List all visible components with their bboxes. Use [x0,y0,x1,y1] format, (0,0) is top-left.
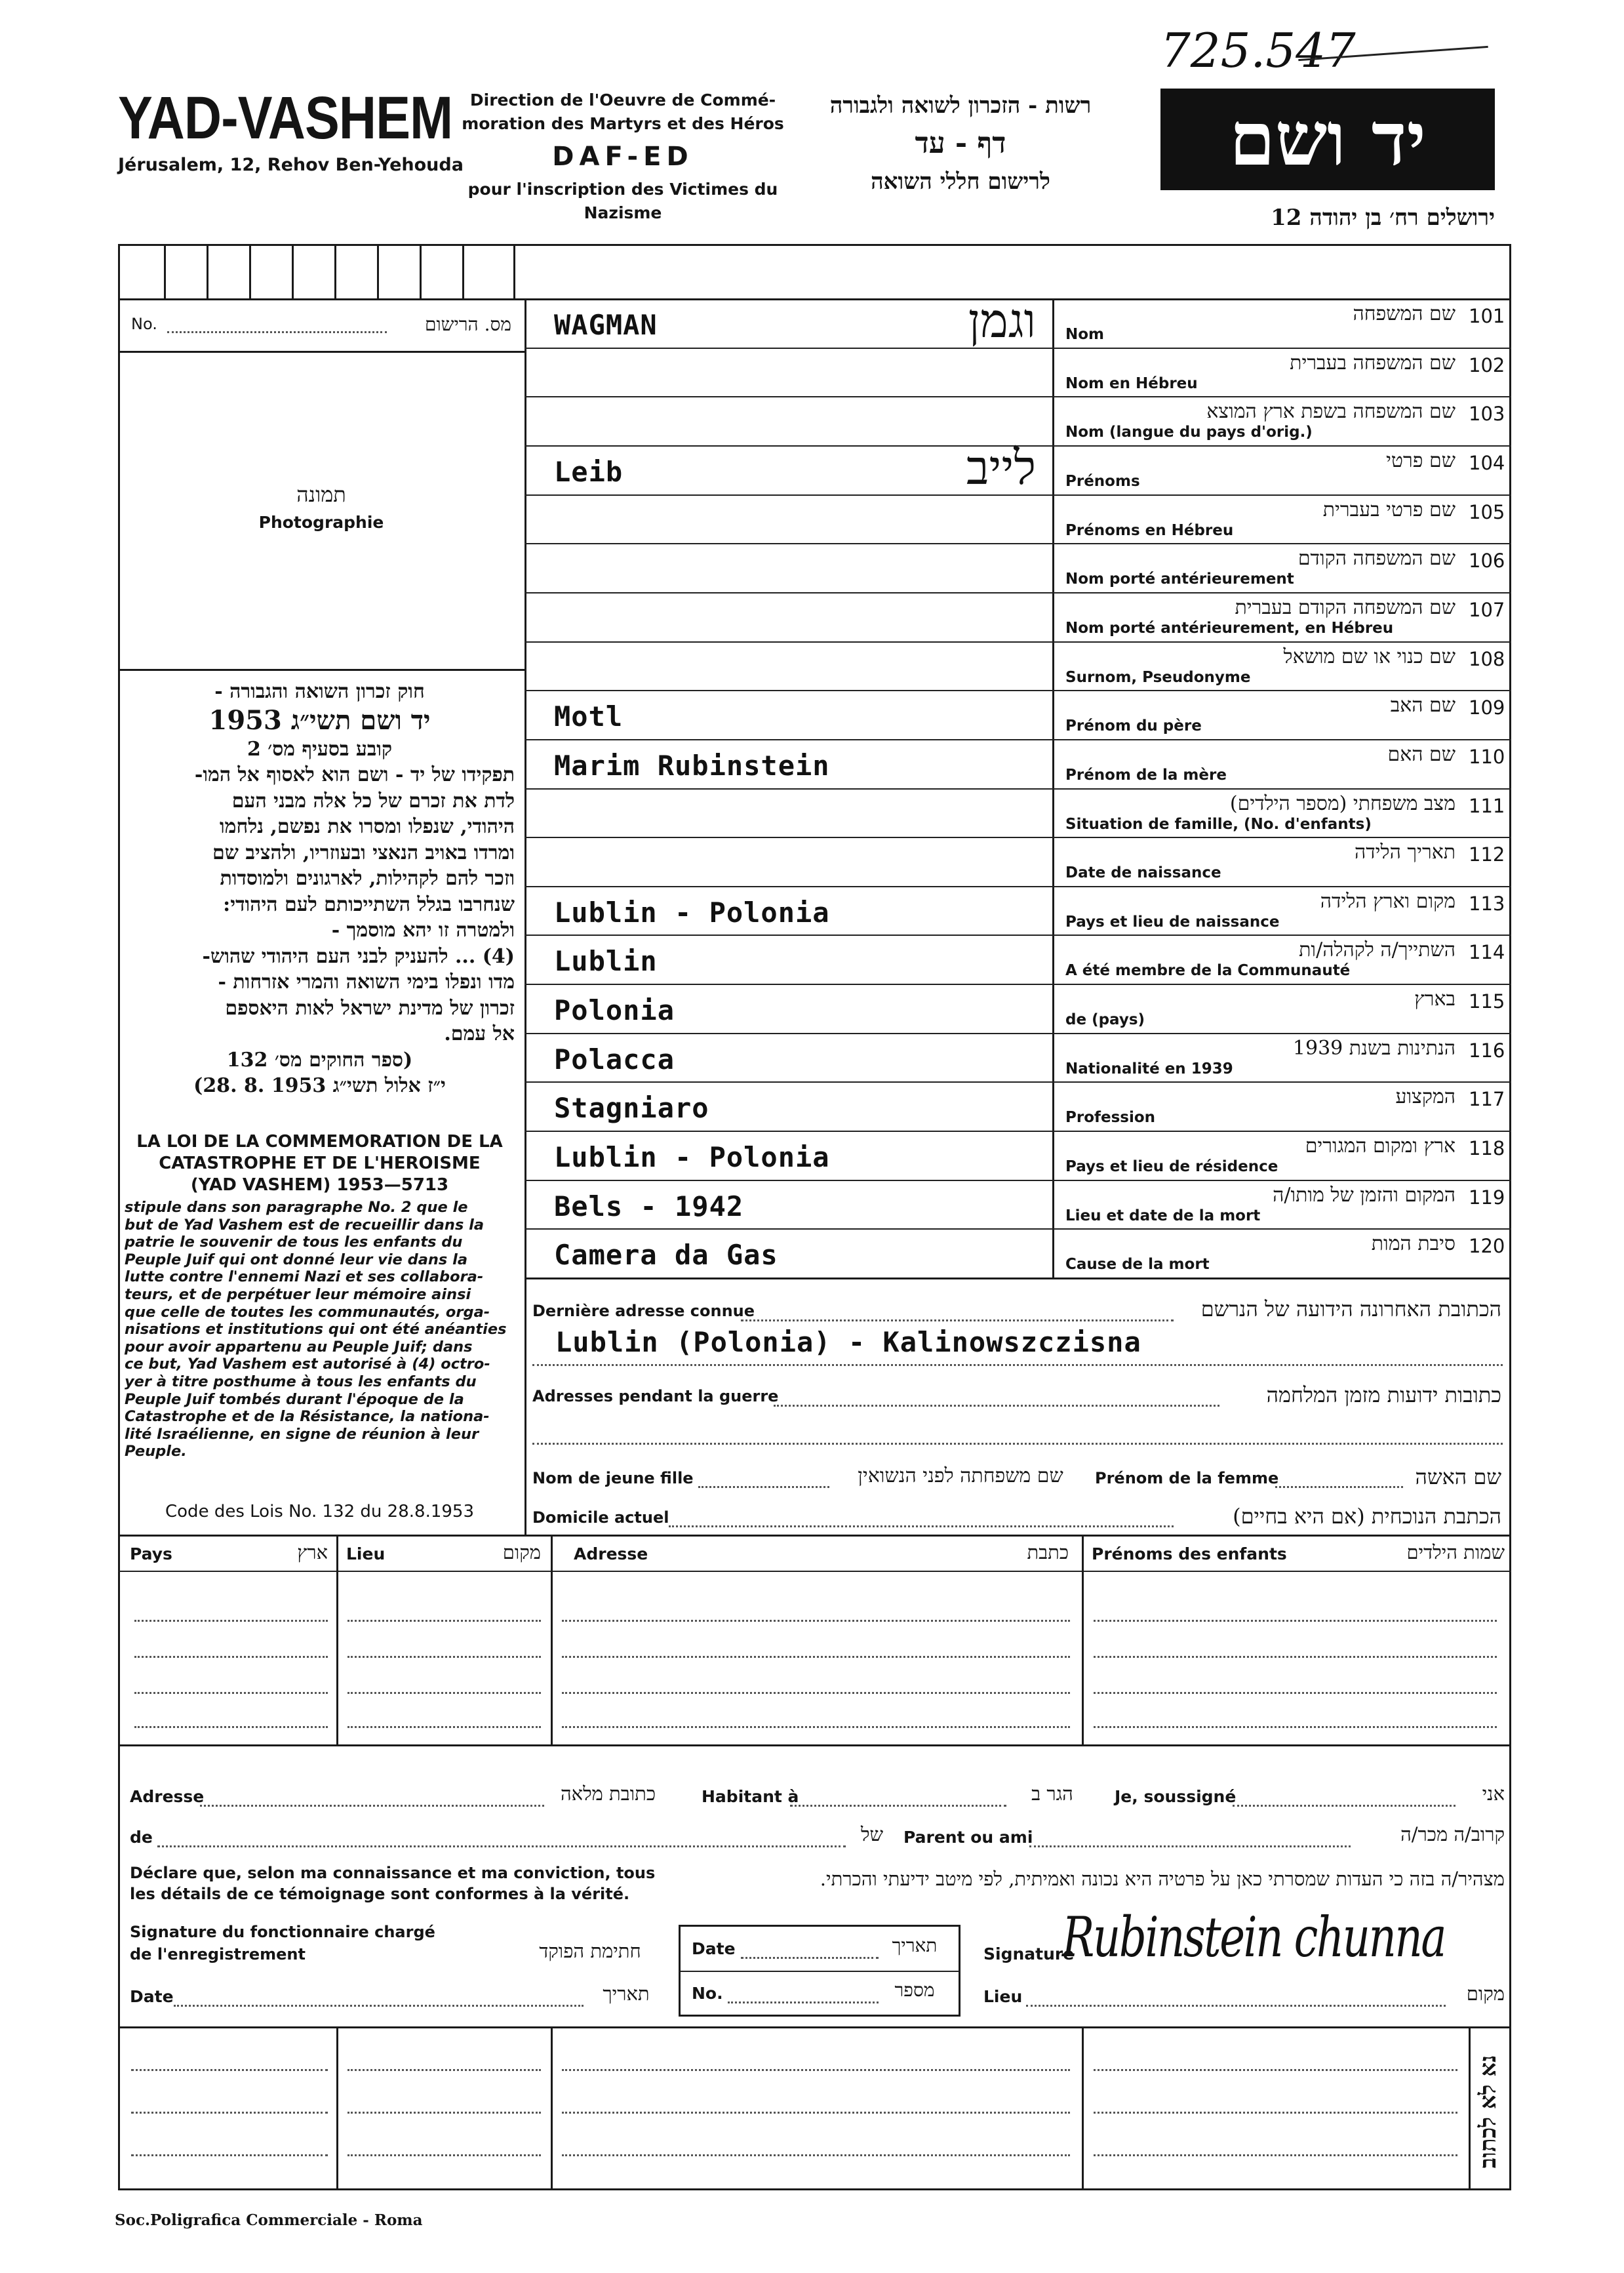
registration-no-hebrew: מספר [894,1979,935,2001]
field-number: 118 [1469,1137,1505,1160]
children-pays-label: Pays [130,1544,172,1563]
field-label: Situation de famille, (No. d'enfants) [1065,815,1372,833]
photo-label: Photographie [258,513,384,532]
field-row-divider [525,690,1511,691]
official-signature-label-2: de l'enregistrement [130,1945,306,1963]
direction-line-3: pour l'inscription des Victimes du [467,180,778,199]
registration-no-dots [728,2001,879,2003]
field-number: 111 [1469,794,1505,817]
declare-fr-1: Déclare que, selon ma connaissance et ma conviction, tous [130,1864,656,1882]
field-value-118[interactable]: Lublin - Polonia [554,1141,830,1174]
hebrew-header [806,87,1115,201]
field-number: 107 [1469,598,1505,621]
field-number: 114 [1469,941,1505,964]
habitant-hebrew: הגר ב [1031,1782,1073,1805]
field-row-divider [525,641,1511,643]
field-number: 120 [1469,1235,1505,1258]
je-soussigne-label: Je, soussigné [1115,1787,1237,1806]
children-lieu-label: Lieu [346,1544,386,1563]
field-label-hebrew: שם פרטי בעברית [1322,498,1456,521]
field-row-divider [525,837,1511,838]
field-label: de (pays) [1065,1011,1145,1029]
field-value-110[interactable]: Marim Rubinstein [554,749,830,782]
children-prenoms-label: Prénoms des enfants [1092,1544,1287,1563]
field-number: 112 [1469,843,1505,866]
official-date-label: Date [130,1987,174,2006]
official-date-dots [174,2005,584,2007]
field-label: Cause de la mort [1065,1256,1210,1274]
shel-hebrew: של [860,1823,884,1845]
field-label-hebrew: שם המשפחה בעברית [1290,351,1456,374]
do-not-write-note: נא לא לכתוב [1475,2055,1501,2169]
field-handwritten-101: וגמן [968,293,1036,348]
direction-line-4: Nazisme [584,203,662,222]
field-value-104[interactable]: Leib [554,455,624,488]
registration-no-label: No. [692,1984,723,2003]
children-table-header-line [118,1571,1511,1572]
field-label: Prénom de la mère [1065,766,1227,784]
field-label: Pays et lieu de naissance [1065,913,1280,931]
bottom-strip-col-4 [1469,2026,1471,2190]
field-label: Prénoms en Hébreu [1065,521,1234,539]
registration-date-label: Date [692,1939,736,1958]
field-row-divider [525,1180,1511,1181]
last-address-label: Dernière adresse connue [532,1302,755,1320]
field-value-101[interactable]: WAGMAN [554,309,658,341]
de-label: de [130,1828,153,1847]
field-label-hebrew: מקום וארץ הלידה [1320,889,1456,913]
war-address-hebrew: כתובות ידועות מזמן המלחמה [1266,1382,1501,1407]
field-row-divider [525,348,1511,349]
field-row-divider [525,543,1511,544]
last-address-underline [532,1364,1503,1366]
hebrew-header-line-2: דף - עד [915,127,1006,160]
wife-name-hebrew: שם האשה [1415,1464,1501,1489]
je-soussigne-hebrew: אני [1482,1782,1505,1805]
field-row-divider [525,788,1511,790]
field-number: 113 [1469,892,1505,915]
children-table-top [118,1535,1511,1537]
children-col-1 [336,1535,338,1744]
field-label-hebrew: הנתינות בשנת 1939 [1292,1036,1456,1060]
declarant-address-dots [200,1805,544,1807]
field-row-divider [525,1081,1511,1083]
field-label: A été membre de la Communauté [1065,962,1351,980]
children-prenoms-hebrew: שמות הילדים [1406,1541,1505,1563]
field-label: Prénom du père [1065,717,1202,735]
parent-hebrew: קרוב/ה מכר/ה [1400,1823,1505,1845]
field-number: 104 [1469,451,1505,474]
reg-no-hebrew: מס. הרישום [425,313,511,335]
last-address-dots [741,1319,1174,1321]
field-label-hebrew: ארץ ומקום המגורים [1305,1135,1456,1158]
de-dots [157,1845,846,1847]
law-french-title: LA LOI DE LA COMMEMORATION DE LA CATASTROPHE ET DE L'HEROISME (YAD VASHEM) 1953—5713 [136,1132,503,1195]
field-label-hebrew: המקום והזמן של מותו/ה [1273,1183,1456,1207]
last-address-hebrew: הכתובת האחרונה הידועה של הנרשם [1200,1297,1501,1321]
field-row-divider [525,396,1511,397]
org-name: YAD-VASHEM [118,85,453,151]
declarant-address-label: Adresse [130,1787,205,1806]
children-table-bottom [118,1744,1511,1746]
field-number: 101 [1469,305,1505,327]
left-column-divider [525,298,526,1535]
war-address-label: Adresses pendant la guerre [532,1387,779,1405]
reg-no-label: No. [131,315,157,333]
official-signature-label-1: Signature du fonctionnaire chargé [130,1923,435,1941]
field-label-hebrew: שם פרטי [1386,449,1456,472]
war-address-dots [774,1405,1219,1407]
address-top-line [525,1277,1511,1279]
field-label-hebrew: שם המשפחה בשפת ארץ המוצא [1206,400,1456,424]
field-number: 117 [1469,1088,1505,1111]
law-hebrew: חוק זכרון השואה והגבורה - יד ושם תשי״ג 1953 קובע בסעיף מס׳ 2 תפקידו של יד - ושם הוא לאסוף אל המו- לדת את זכרם של כל אלה מבני העם היהודי, שנפלו ומסרו את נפשם, נלחמו ומרדו באויב הנאצי ובעוזריו, ולהציב שם וזכר להם לקהילות, לארגונים ולמוסדות שנחרבו בגלל השתייכותם לעם היהודי: ולמטרה זו יהא מוסמך - (4) ... להעניק לבני העם היהודי שהוש- מדו ונפלו בימי השואה והמרי אזרחות - זכרון של מדינת ישראל לאות היאספם אל עמם. (ספר החוקים מס׳ 132 י״ז אלול תשי״ג 1953 .8 .28) [193,680,515,1097]
field-row-divider [525,592,1511,593]
reg-no-divider [118,351,525,353]
maiden-name-label: Nom de jeune fille [532,1469,694,1487]
habitant-label: Habitant à [702,1787,799,1806]
habitant-dots [790,1805,1006,1807]
field-handwritten-104: לייב [966,439,1036,495]
field-label: Nom porté antérieurement [1065,571,1294,588]
field-label-hebrew: המקצוע [1395,1085,1456,1109]
field-value-113[interactable]: Lublin - Polonia [554,896,830,929]
field-row-divider [525,739,1511,740]
bottom-strip-col-1 [336,2026,338,2190]
field-label: Nom [1065,326,1105,343]
children-col-3 [1082,1535,1084,1744]
field-number: 103 [1469,403,1505,426]
signature-value[interactable]: Rubinstein chunna [1062,1905,1446,1969]
yad-vashem-logo: יד ושם [1160,89,1495,190]
direction-title: DAF-ED [552,142,694,172]
field-number: 116 [1469,1039,1505,1062]
war-address-line-2 [532,1443,1503,1445]
field-label: Nom en Hébreu [1065,374,1198,392]
field-value-116[interactable]: Polacca [554,1043,675,1076]
hebrew-header-line-3: לרישום חללי השואה [871,169,1050,195]
direction-text [452,89,793,225]
maiden-name-hebrew: שם משפחתה לפני הנשואין [858,1464,1063,1487]
direction-line-2: moration des Martyrs et des Héros [462,114,784,133]
field-number: 115 [1469,990,1505,1013]
printer-credit: Soc.Poligrafica Commerciale - Roma [115,2211,423,2229]
field-label-hebrew: סיבת המות [1371,1232,1456,1256]
field-label: Nationalité en 1939 [1065,1060,1233,1077]
field-label: Profession [1065,1109,1156,1127]
field-label: Surnom, Pseudonyme [1065,668,1251,686]
field-label-hebrew: בארץ [1414,988,1456,1011]
domicile-label: Domicile actuel [532,1508,669,1527]
hebrew-header-line-1: רשות - הזכרון לשואה ולגבורה [829,92,1092,119]
bottom-strip-col-3 [1082,2026,1084,2190]
official-date-hebrew: תאריך [603,1982,650,2005]
field-label-hebrew: השתייך/ה לקהלה/ות [1299,938,1456,962]
code-boxes [118,244,513,300]
direction-line-1: Direction de l'Oeuvre de Commé- [469,91,776,110]
domicile-dots [669,1525,1174,1527]
field-label: Date de naissance [1065,864,1221,882]
official-signature-hebrew: חתימת הפוקד [539,1940,641,1962]
field-label-hebrew: שם המשפחה [1353,302,1456,325]
field-row-divider [525,1033,1511,1034]
children-pays-hebrew: ארץ [297,1541,328,1563]
law-french-body: stipule dans son paragraphe No. 2 que le but de Yad Vashem est de recueillir dans la patrie le souvenir de tous les enfants du Peuple Juif qui ont donné leur vie dans la lutte contre l'ennemi Nazi et ses collabora- teurs, et de perpétuer leur mémoire ainsi que celle de toutes les communautés, orga- nisations et institutions qui ont été anéanties pour avoir appartenu au Peuple Juif; dans ce but, Yad Vashem est autorisé à (4) octro- yer à titre posthume à tous les enfants du Peuple Juif tombés durant l'époque de la Catastrophe et de la Résistance, la nationa- lité Israélienne, en signe de réunion à leur Peuple. [125,1199,507,1460]
declare-fr-2: les détails de ce témoignage sont conformes à la vérité. [130,1885,630,1903]
law-divider [118,669,525,671]
registration-date-dots [741,1957,879,1959]
field-row-divider [525,494,1511,496]
field-value-117[interactable]: Stagniaro [554,1092,709,1125]
field-label-hebrew: מצב משפחתי (מספר הילדים) [1229,792,1456,815]
declarant-address-hebrew: כתובת מלאה [561,1782,656,1805]
field-value-120[interactable]: Camera da Gas [554,1239,778,1272]
signature-label: Signature [983,1944,1075,1963]
field-number: 105 [1469,500,1505,523]
field-value-115[interactable]: Polonia [554,994,675,1027]
domicile-hebrew: הכתבת הנוכחית (אם היא בחיים) [1233,1504,1501,1529]
field-number: 106 [1469,550,1505,573]
law-code: Code des Lois No. 132 du 28.8.1953 [165,1502,474,1521]
children-lieu-hebrew: מקום [502,1541,541,1563]
bottom-strip-col-2 [551,2026,553,2190]
field-label-hebrew: שם כנוי או שם מושאל [1283,645,1456,668]
org-address: Jérusalem, 12, Rehov Ben-Yehouda [118,155,464,175]
field-row-divider [525,886,1511,887]
parent-dots [1029,1845,1351,1847]
photo-label-hebrew: תמונה [296,482,346,507]
bottom-strip-top [118,2026,1511,2028]
declare-hebrew: מצהיר/ה בזה כי העדות שמסרתי כאן על פרטיה היא נכונה ואמיתית, לפי מיטב ידיעתי והכרתי. [820,1868,1505,1890]
field-label: Prénoms [1065,472,1140,490]
field-label-hebrew: שם המשפחה הקודם [1297,547,1456,571]
field-label-hebrew: שם האב [1390,694,1456,717]
field-number: 108 [1469,647,1505,670]
field-label-hebrew: שם המשפחה הקודם בעברית [1235,595,1456,619]
registration-box-split [681,1971,959,1972]
reg-no-line [167,331,387,333]
wife-name-dots [1275,1486,1403,1488]
lieu-hebrew: מקום [1466,1982,1505,2005]
hebrew-address: ירושלים רח׳ בן יהודה 12 [1271,205,1495,231]
lieu-label: Lieu [983,1987,1023,2006]
field-label-hebrew: שם האם [1387,742,1456,766]
field-row-divider [525,935,1511,936]
field-label: Nom porté antérieurement, en Hébreu [1065,619,1394,637]
field-value-109[interactable]: Motl [554,700,624,733]
children-col-2 [551,1535,553,1744]
children-adresse-hebrew: כתבת [1027,1541,1069,1563]
field-number: 109 [1469,696,1505,719]
lieu-dots [1026,2005,1446,2007]
children-adresse-label: Adresse [574,1544,648,1563]
field-label: Lieu et date de la mort [1065,1207,1261,1224]
top-row-split [513,244,515,300]
field-number: 110 [1469,745,1505,768]
field-label: Pays et lieu de résidence [1065,1158,1278,1176]
field-label: Nom (langue du pays d'orig.) [1065,424,1313,441]
field-row-divider [525,984,1511,985]
field-value-119[interactable]: Bels - 1942 [554,1190,744,1222]
archive-number: 725.547 [1160,23,1356,78]
je-soussigne-dots [1233,1805,1456,1807]
field-value-114[interactable]: Lublin [554,945,658,978]
parent-label: Parent ou ami [903,1828,1033,1847]
last-address-value[interactable]: Lublin (Polonia) - Kalinowszczisna [555,1326,1141,1358]
field-number: 102 [1469,353,1505,376]
wife-name-label: Prénom de la femme [1095,1469,1279,1487]
maiden-name-dots [698,1486,829,1488]
field-label-hebrew: תאריך הלידה [1354,841,1456,864]
field-row-divider [525,1228,1511,1230]
field-number: 119 [1469,1186,1505,1209]
field-row-divider [525,1131,1511,1132]
registration-date-hebrew: תאריך [892,1935,938,1956]
